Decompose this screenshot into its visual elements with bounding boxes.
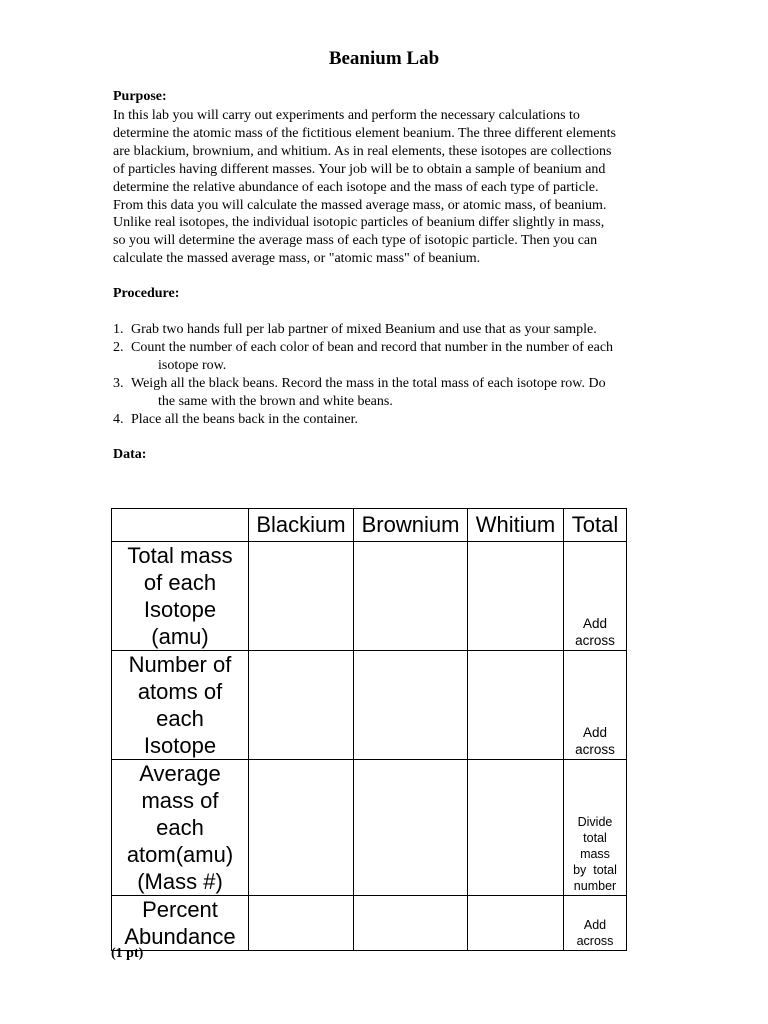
purpose-paragraph [113, 107, 673, 268]
step-number: 2. [113, 339, 124, 355]
row-label-line: Abundance [124, 924, 236, 949]
data-heading: Data: [113, 447, 147, 462]
purpose-line: From this data you will calculate the massed average mass, or atomic mass, of beanium. [113, 197, 607, 213]
purpose-line: Unlike real isotopes, the individual isotopic particles of beanium differ slightly in mass, [113, 215, 605, 231]
procedure-step [113, 339, 673, 375]
total-note-line: by total [573, 863, 617, 877]
step-text: Grab two hands full per lab partner of mixed Beanium and use that as your sample. [131, 322, 597, 337]
purpose-line: In this lab you will carry out experiments and perform the necessary calculations to [113, 108, 580, 123]
header-cell-empty [112, 509, 249, 542]
total-mass-total-cell[interactable] [564, 542, 627, 651]
table-row [112, 896, 627, 951]
step-text-continued: isotope row. [158, 357, 227, 373]
row-label-line: Number of [128, 652, 232, 677]
row-label-line: each [156, 815, 204, 840]
page-title: Beanium Lab [328, 48, 440, 69]
row-label-line: Isotope [143, 733, 217, 758]
whitium-total-mass-cell[interactable] [468, 542, 564, 651]
procedure-step [113, 375, 673, 411]
purpose-line: calculate the massed average mass, or "atomic mass" of beanium. [113, 251, 481, 267]
total-note-line: Divide [577, 815, 613, 829]
brownium-total-mass-cell[interactable] [354, 542, 468, 651]
average-mass-total-cell[interactable] [564, 760, 627, 896]
row-label-line: mass of [141, 788, 219, 813]
brownium-number-cell[interactable] [354, 651, 468, 760]
blackium-percent-cell[interactable] [249, 896, 354, 951]
data-table [111, 508, 627, 951]
table-row [112, 651, 627, 760]
procedure-step [113, 411, 673, 429]
row-label-line: Average [139, 761, 221, 786]
row-label-percent-abundance [112, 896, 249, 951]
whitium-average-mass-cell[interactable] [468, 760, 564, 896]
purpose-line: are blackium, brownium, and whitium. As in real elements, these isotopes are collections [113, 143, 612, 159]
step-number: 1. [113, 322, 124, 337]
step-number: 3. [113, 375, 124, 391]
total-note-line: number [573, 879, 617, 893]
total-note-line: Add [582, 725, 608, 740]
total-note-line: mass [580, 847, 610, 861]
row-label-line: atoms of [137, 679, 223, 704]
row-label-total-mass [112, 542, 249, 651]
header-cell-brownium: Brownium [354, 509, 468, 542]
row-label-line: atom(amu) [126, 842, 234, 867]
points-label: (1 pt) [111, 946, 144, 961]
whitium-number-cell[interactable] [468, 651, 564, 760]
row-label-line: Total mass [127, 543, 233, 568]
row-label-line: Isotope [143, 597, 217, 622]
procedure-step [113, 321, 673, 339]
purpose-line: so you will determine the average mass of each type of isotopic particle. Then you can [113, 233, 598, 249]
purpose-line: determine the relative abundance of each isotope and the mass of each type of particle. [113, 179, 599, 195]
total-note-line: total [583, 831, 607, 845]
step-text: Weigh all the black beans. Record the mass in the total mass of each isotope row. Do [131, 375, 606, 391]
row-label-average-mass [112, 760, 249, 896]
step-text: Place all the beans back in the container. [131, 411, 359, 427]
procedure-list [113, 321, 673, 428]
blackium-total-mass-cell[interactable] [249, 542, 354, 651]
step-number: 4. [113, 411, 124, 427]
row-label-line: (amu) [151, 624, 209, 649]
step-text-continued: the same with the brown and white beans. [158, 393, 393, 409]
row-label-number-of-atoms [112, 651, 249, 760]
table-header-row [112, 509, 627, 542]
number-total-cell[interactable] [564, 651, 627, 760]
blackium-number-cell[interactable] [249, 651, 354, 760]
row-label-line: Percent [142, 897, 218, 922]
step-text: Count the number of each color of bean and record that number in the number of each [131, 339, 614, 355]
row-label-line: of each [143, 570, 217, 595]
blackium-average-mass-cell[interactable] [249, 760, 354, 896]
brownium-percent-cell[interactable] [354, 896, 468, 951]
total-note-line: Add [583, 918, 607, 932]
header-cell-blackium: Blackium [249, 509, 354, 542]
header-cell-whitium: Whitium [468, 509, 564, 542]
procedure-heading: Procedure: [113, 286, 180, 301]
total-note-line: across [576, 934, 614, 948]
header-cell-total: Total [564, 509, 627, 542]
table-row [112, 542, 627, 651]
purpose-heading: Purpose: [113, 89, 167, 104]
total-note-line: across [575, 633, 615, 648]
total-note-line: across [575, 742, 615, 757]
whitium-percent-cell[interactable] [468, 896, 564, 951]
total-note-line: Add [582, 616, 608, 631]
row-label-line: (Mass #) [137, 869, 223, 894]
row-label-line: each [156, 706, 204, 731]
purpose-line: of particles having different masses. Your job will be to obtain a sample of beanium and [113, 161, 606, 177]
percent-total-cell[interactable] [564, 896, 627, 951]
brownium-average-mass-cell[interactable] [354, 760, 468, 896]
table-row [112, 760, 627, 896]
purpose-line: determine the atomic mass of the fictitious element beanium. The three different elements [113, 125, 616, 141]
